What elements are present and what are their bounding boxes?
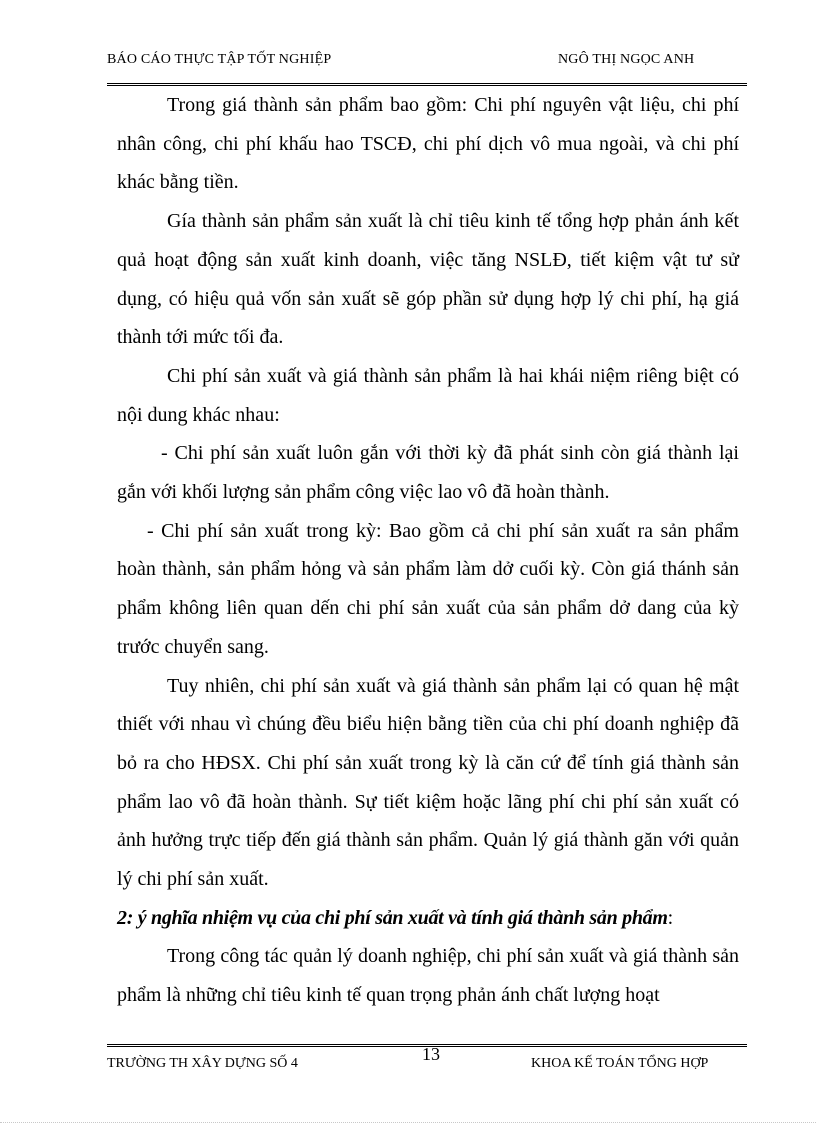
paragraph-cost-components: Trong giá thành sản phẩm bao gồm: Chi phí nguyên vật liệu, chi phí nhân công, chi phí khấu hao TSCĐ, chi phí dịch vô mua ngoài, và chi phí khác bằng tiền. [117,94,739,194]
paragraph-bullet-in-period: - Chi phí sản xuất trong kỳ: Bao gồm cả chi phí sản xuất ra sản phẩm hoàn thành, sản phẩm hỏng và sản phẩm làm dở cuối kỳ. Còn giá thánh sản phẩm không liên quan dến chi phí sản xuất của sản phẩm dở dang của kỳ trước chuyển sang. [117,519,739,658]
page-number: 13 [422,1044,440,1064]
page-footer [107,1044,747,1074]
header-report-title: BÁO CÁO THỰC TẬP TỐT NGHIỆP [107,52,332,67]
footer-department: KHOA KẾ TOÁN TỔNG HỢP [531,1056,709,1071]
section-heading [117,899,739,938]
paragraph-management: Trong công tác quản lý doanh nghiệp, chi phí sản xuất và giá thành sản phẩm là những chỉ tiêu kinh tế quan trọng phản ánh chất lượng hoạt [117,945,739,1007]
paragraph-relationship: Tuy nhiên, chi phí sản xuất và giá thành sản phẩm lại có quan hệ mật thiết với nhau vì chúng đều biểu hiện bằng tiền của chi phí doanh nghiệp đã bỏ ra cho HĐSX. Chi phí sản xuất trong kỳ là căn cứ để tính giá thành sản phẩm lao vô đã hoàn thành. Sự tiết kiệm hoặc lãng phí chi phí sản xuất có ảnh hưởng trực tiếp đến giá thành sản phẩm. Quản lý giá thành găn với quản lý chi phí sản xuất. [117,674,739,891]
paragraph-two-concepts: Chi phí sản xuất và giá thành sản phẩm là hai khái niệm riêng biệt có nội dung khác nhau: [117,364,739,426]
paragraph-production-cost: Gía thành sản phẩm sản xuất là chỉ tiêu kinh tế tổng hợp phản ánh kết quả hoạt động sản xuất kinh doanh, việc tăng NSLĐ, tiết kiệm vật tư sử dụng, có hiệu quả vốn sản xuất sẽ góp phần sử dụng hợp lý chi phí, hạ giá thành tới mức tối đa. [117,210,739,349]
page-header [107,52,747,72]
section-heading-text: 2: ý nghĩa nhiệm vụ của chi phí sản xuất và tính giá thành sản phẩm [117,906,668,929]
section-heading-colon: : [667,906,673,929]
footer-school-name: TRƯỜNG TH XÂY DỰNG SỐ 4 [107,1056,298,1071]
paragraph-bullet-period: - Chi phí sản xuất luôn gắn với thời kỳ đã phát sinh còn giá thành lại gắn với khối lượng sản phẩm công việc lao vô đã hoàn thành. [117,442,739,504]
document-body [117,86,739,1015]
header-author-name: NGÔ THỊ NGỌC ANH [558,52,695,67]
